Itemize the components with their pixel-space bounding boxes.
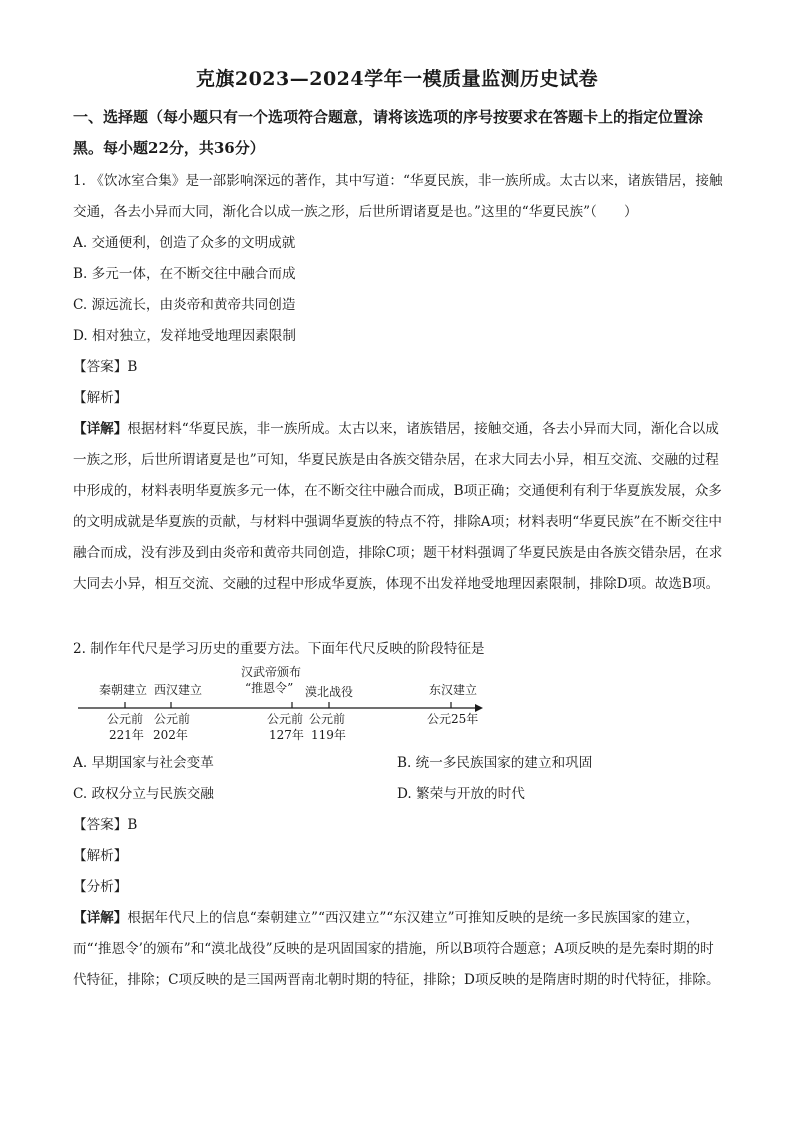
timeline-date-label: 公元前 [309,712,346,726]
page-title: 克旗2023—2024学年一模质量监测历史试卷 [195,68,599,90]
timeline-event-3: 汉武帝颁布 [241,665,302,679]
detail-tag: 【详解】 [73,421,128,437]
detail-text: 根据年代尺上的信息“秦朝建立”“西汉建立”“东汉建立”可推知反映的是统一多民族国家的建立，而“‘推恩令’的颁布”和“漠北战役”反映的是巩固国家的措施，所以B项符合题意；A项反映的是先秦时期的时代特征，排除；C项反映的是三国两晋南北朝时期的特征，排除；D项反映的是隋唐时期的时代特征，排除。 [73,910,720,988]
question-1-analysis-label: 【解析】 [73,390,128,406]
detail-tag: 【详解】 [73,910,128,926]
question-2-option-c: C. 政权分立与民族交融 [73,786,214,802]
question-1-option-d: D. 相对独立，发祥地受地理因素限制 [73,328,296,344]
question-2-answer: 【答案】B [73,817,138,833]
timeline-event-5: 漠北战役 [305,685,354,699]
question-1-detail [73,414,723,600]
timeline-date-label: 公元前 [154,712,191,726]
timeline-date-label: 公元25年 [427,712,479,726]
timeline-event-2: 西汉建立 [154,683,203,697]
timeline-event-4: “推恩令” [245,681,294,695]
timeline-arrow-icon [475,704,483,712]
section-heading: 一、选择题（每小题只有一个选项符合题意，请将该选项的序号按要求在答题卡上的指定位置涂黑。每小题22分，共36分） [73,108,704,157]
timeline-date-label: 119年 [311,728,346,742]
question-2-fenxi-label: 【分析】 [73,879,128,895]
timeline-date-label: 127年 [269,728,304,742]
question-1-option-c: C. 源远流长，由炎帝和黄帝共同创造 [73,297,296,313]
timeline-date-label: 公元前 [107,712,144,726]
question-2-stem: 2. 制作年代尺是学习历史的重要方法。下面年代尺反映的阶段特征是 [73,641,485,657]
question-1-stem: 1. 《饮冰室合集》是一部影响深远的著作，其中写道：“华夏民族，非一族所成。太古以来，诸族错居，接触交通，各去小异而大同，渐化合以成一族之形，后世所谓诸夏是也。”这里的“华夏民族”（ ） [73,173,723,220]
question-1-option-b: B. 多元一体，在不断交往中融合而成 [73,266,296,282]
timeline-date-label: 221年 [109,728,144,742]
timeline-figure [73,660,493,750]
question-2-option-a: A. 早期国家与社会变革 [73,755,214,771]
question-1-option-a: A. 交通便利，创造了众多的文明成就 [73,235,296,251]
question-1-answer: 【答案】B [73,359,138,375]
detail-text: 根据材料“华夏民族，非一族所成。太古以来，诸族错居，接触交通，各去小异而大同，渐化合以成一族之形，后世所谓诸夏是也”可知，华夏民族是由各族交错杂居，在求大同去小异，相互交流、交融的过程中形成的，材料表明华夏族多元一体，在不断交往中融合而成，B项正确；交通便利有利于华夏族发展，众多的文明成就是华夏族的贡献，与材料中强调华夏族的特点不符，排除A项；材料表明“华夏民族”在不断交往中融合而成，没有涉及到由炎帝和黄帝共同创造，排除C项；题干材料强调了华夏民族是由各族交错杂居，在求大同去小异，相互交流、交融的过程中形成华夏族，体现不出发祥地受地理因素限制，排除D项。故选B项。 [73,421,723,592]
timeline-date-label: 公元前 [267,712,304,726]
question-2-detail [73,903,723,996]
timeline-event-1: 秦朝建立 [99,683,148,697]
timeline-date-label: 202年 [153,728,188,742]
question-2-option-d: D. 繁荣与开放的时代 [397,786,525,802]
question-2-analysis-label: 【解析】 [73,848,128,864]
timeline-event-6: 东汉建立 [429,683,478,697]
question-2-option-b: B. 统一多民族国家的建立和巩固 [397,755,593,771]
